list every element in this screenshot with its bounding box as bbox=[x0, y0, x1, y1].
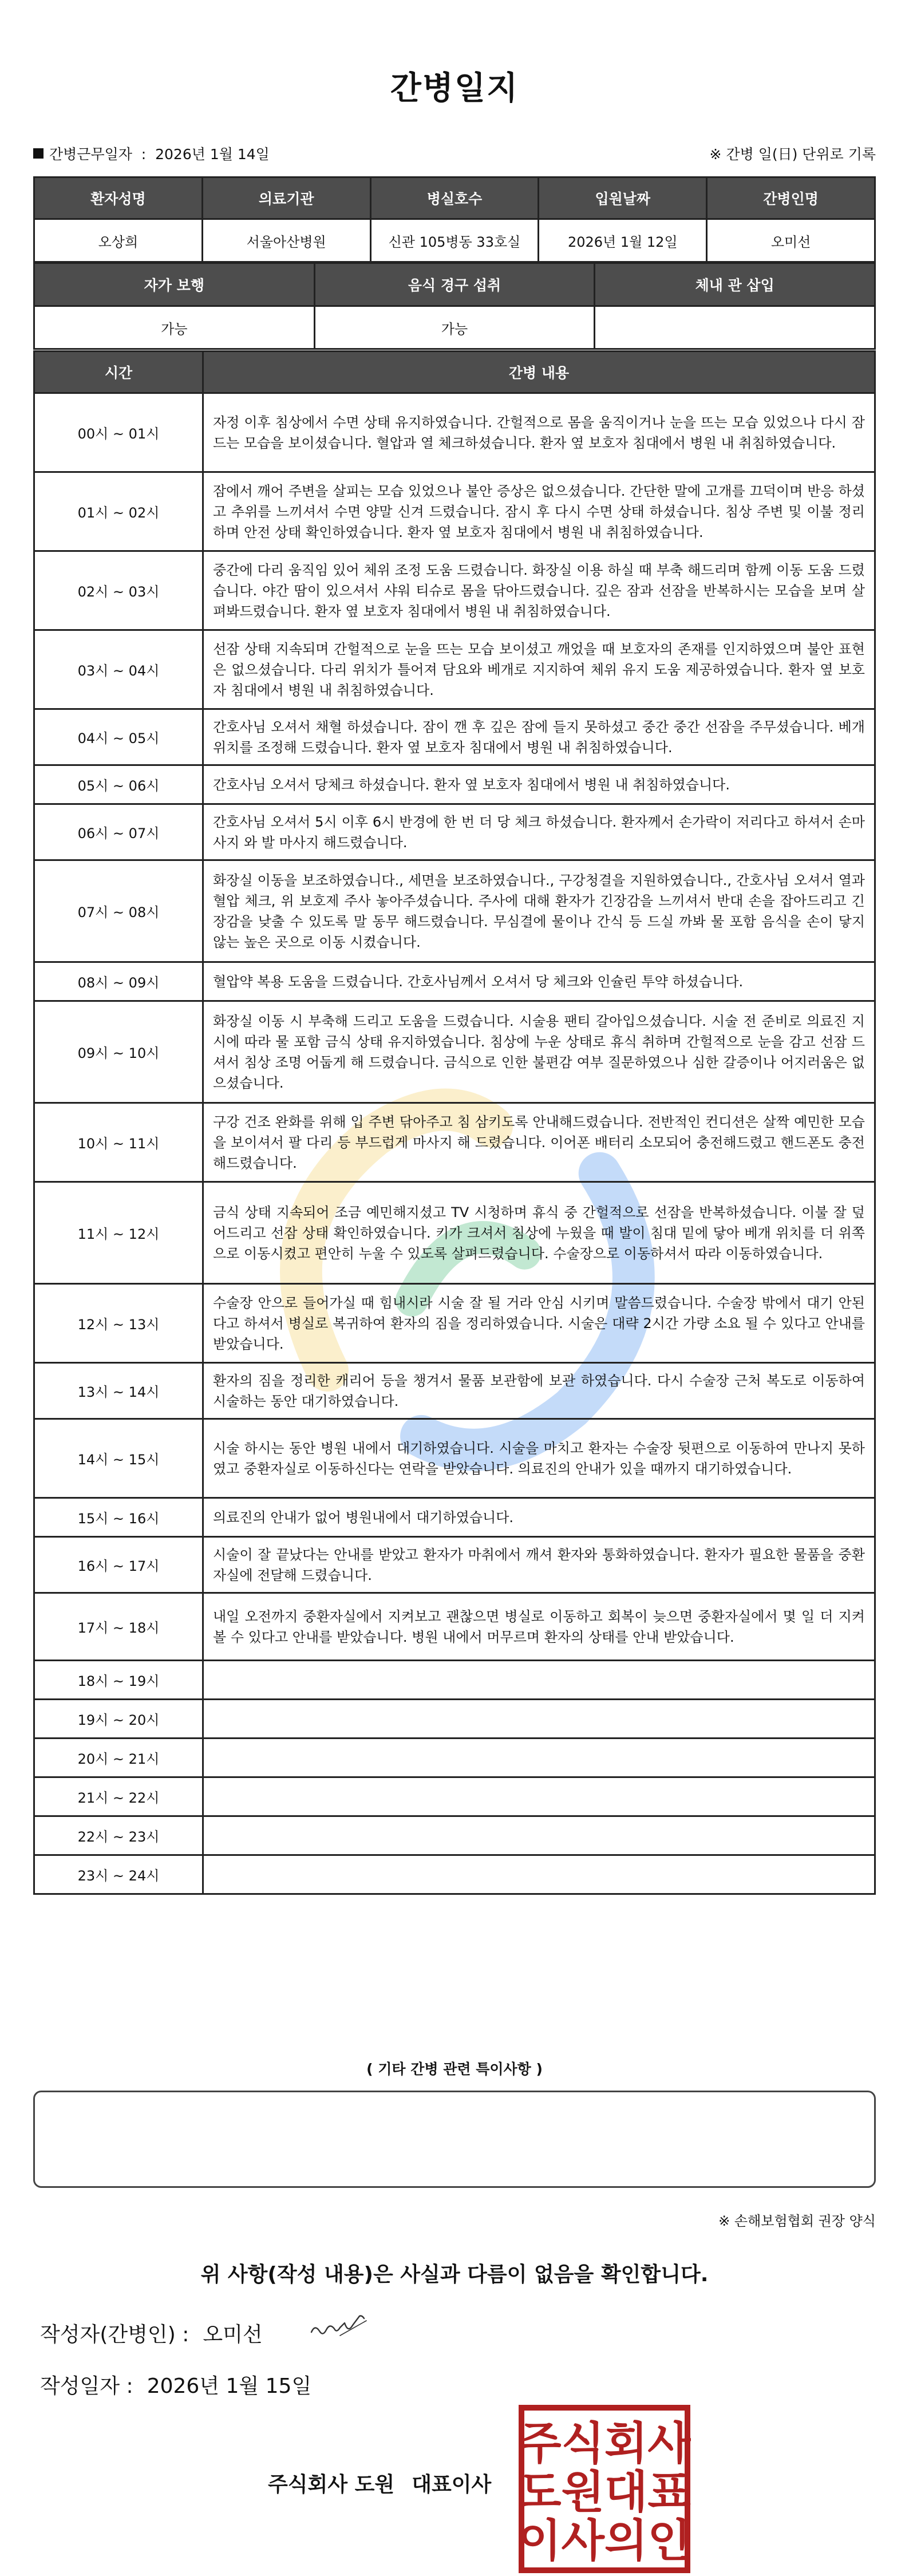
log-content-cell bbox=[203, 1661, 875, 1700]
log-content-cell bbox=[203, 1855, 875, 1894]
room-number: 신관 105병동 33호실 bbox=[370, 219, 539, 262]
log-content-cell: 간호사님 오셔서 5시 이후 6시 반경에 한 번 더 당 체크 하셨습니다. 환자께서 손가락이 저리다고 하셔서 손마사지 와 발 마사지 해드렸습니다. bbox=[203, 804, 875, 860]
log-row bbox=[34, 630, 875, 709]
log-row bbox=[34, 1777, 875, 1816]
log-time-cell: 04시 ~ 05시 bbox=[34, 709, 203, 765]
log-time-cell: 13시 ~ 14시 bbox=[34, 1363, 203, 1419]
log-time-cell: 08시 ~ 09시 bbox=[34, 962, 203, 1001]
log-content-cell: 중간에 다리 움직임 있어 체위 조정 도움 드렸습니다. 화장실 이용 하실 때 부축 해드리며 함께 이동 도움 드렸습니다. 야간 땀이 있으셔서 샤워 티슈로 몸을 닦아드렸습니다. 깊은 잠과 선잠을 반복하시는 모습을 보며 살펴봐드렸습니다. 환자 옆 보호자 침대에서 병원 내 취침하였습니다. bbox=[203, 551, 875, 630]
log-content-cell: 혈압약 복용 도움을 드렸습니다. 간호사님께서 오셔서 당 체크와 인슐린 투약 하셨습니다. bbox=[203, 962, 875, 1001]
log-row bbox=[34, 1700, 875, 1739]
company-role: 대표이사 bbox=[412, 2473, 492, 2496]
header-caregiver: 간병인명 bbox=[707, 177, 875, 219]
svg-text:주식회사: 주식회사 bbox=[518, 2417, 691, 2470]
log-time-cell: 03시 ~ 04시 bbox=[34, 630, 203, 709]
svg-text:도원대표: 도원대표 bbox=[518, 2466, 691, 2518]
log-time-cell: 00시 ~ 01시 bbox=[34, 393, 203, 472]
oral-intake-value: 가능 bbox=[314, 306, 595, 349]
log-time-cell: 17시 ~ 18시 bbox=[34, 1593, 203, 1661]
log-row bbox=[34, 962, 875, 1001]
log-time-cell: 23시 ~ 24시 bbox=[34, 1855, 203, 1894]
log-time-cell: 18시 ~ 19시 bbox=[34, 1661, 203, 1700]
log-row bbox=[34, 1537, 875, 1593]
patient-name: 오상희 bbox=[34, 219, 203, 262]
log-content-cell: 구강 건조 완화를 위해 입 주변 닦아주고 침 삼키도록 안내해드렸습니다. 전반적인 컨디션은 살짝 예민한 모습을 보이셔서 팔 다리 등 부드럽게 마사지 해 드렸습니다. 이어폰 배터리 소모되어 충전해드렸고 핸드폰도 충전해드렸습니다. bbox=[203, 1103, 875, 1182]
author-line bbox=[40, 2318, 263, 2348]
hospital-name: 서울아산병원 bbox=[202, 219, 370, 262]
log-time-cell: 05시 ~ 06시 bbox=[34, 765, 203, 804]
log-row bbox=[34, 1855, 875, 1894]
log-content-cell: 선잠 상태 지속되며 간헐적으로 눈을 뜨는 모습 보이셨고 깨었을 때 보호자의 존재를 인지하였으며 불안 표현은 없으셨습니다. 다리 위치가 틀어져 담요와 베개로 지지하여 체위 유지 도움 제공하였습니다. 환자 옆 보호자 침대에서 병원 내 취침하였습니다. bbox=[203, 630, 875, 709]
write-date-line bbox=[40, 2370, 311, 2399]
log-content-cell: 화장실 이동 시 부축해 드리고 도움을 드렸습니다. 시술용 팬티 갈아입으셨습니다. 시술 전 준비로 의료진 지시에 따라 물 포함 금식 상태 유지하였습니다. 침상에 누운 상태로 휴식 취하며 간헐적으로 눈을 감고 선잠 드셔서 침상 조명 어둡게 해 드렸습니다. 금식으로 인한 불편감 여부 질문하였으나 심한 갈증이나 어지러움은 없으셨습니다. bbox=[203, 1001, 875, 1103]
log-content-cell bbox=[203, 1700, 875, 1739]
patient-status-table bbox=[33, 262, 876, 350]
record-unit-note: ※ 간병 일(日) 단위로 기록 bbox=[709, 146, 876, 163]
status-value-row bbox=[34, 306, 875, 349]
log-time-cell: 20시 ~ 21시 bbox=[34, 1739, 203, 1777]
company-seal-stamp bbox=[518, 2404, 691, 2574]
header-patient-name: 환자성명 bbox=[34, 177, 203, 219]
source-note: ※ 손해보험협회 권장 양식 bbox=[718, 2213, 876, 2229]
header-admission-date: 입원날짜 bbox=[539, 177, 707, 219]
log-row bbox=[34, 472, 875, 551]
log-row bbox=[34, 1593, 875, 1661]
header-time: 시간 bbox=[34, 351, 203, 393]
square-bullet-icon bbox=[33, 148, 44, 159]
company-name: 주식회사 도원 bbox=[268, 2473, 395, 2496]
log-row bbox=[34, 393, 875, 472]
status-header-row bbox=[34, 263, 875, 306]
header-room: 병실호수 bbox=[370, 177, 539, 219]
tube-insertion-value bbox=[595, 306, 875, 349]
log-row bbox=[34, 1001, 875, 1103]
log-row bbox=[34, 1739, 875, 1777]
log-row bbox=[34, 860, 875, 962]
log-content-cell bbox=[203, 1816, 875, 1855]
log-content-cell: 화장실 이동을 보조하였습니다., 세면을 보조하였습니다., 구강청결을 지원하였습니다., 간호사님 오셔서 열과 혈압 체크, 위 보호제 주사 놓아주셨습니다. 주사에 대해 환자가 긴장감을 느끼셔서 반대 손을 잡아드리고 긴장감을 낮출 수 있도록 말 동무 해드렸습니다. 무심결에 물이나 간식 등 드실 까봐 물 포함 음식을 손이 닿지 않는 높은 곳으로 이동 시켰습니다. bbox=[203, 860, 875, 962]
author-name: 오미선 bbox=[203, 2323, 263, 2346]
log-time-cell: 11시 ~ 12시 bbox=[34, 1182, 203, 1284]
header-hospital: 의료기관 bbox=[202, 177, 370, 219]
log-row bbox=[34, 1816, 875, 1855]
work-date-label: 간병근무일자 bbox=[49, 146, 132, 163]
log-content-cell: 잠에서 깨어 주변을 살피는 모습 있었으나 불안 증상은 없으셨습니다. 간단한 말에 고개를 끄덕이며 반응 하셨고 추위를 느끼셔서 수면 양말 신겨 드렸습니다. 잠시 후 다시 수면 상태 하셨습니다. 침상 주변 및 이불 정리하며 안전 상태 확인하였습니다. 환자 옆 보호자 침대에서 병원 내 취침하였습니다. bbox=[203, 472, 875, 551]
log-time-cell: 16시 ~ 17시 bbox=[34, 1537, 203, 1593]
log-row bbox=[34, 765, 875, 804]
header-tube-insertion: 체내 관 삽입 bbox=[595, 263, 875, 306]
caregiver-name: 오미선 bbox=[707, 219, 875, 262]
log-content-cell: 금식 상태 지속되어 조금 예민해지셨고 TV 시청하며 휴식 중 간헐적으로 선잠을 반복하셨습니다. 이불 잘 덮어드리고 선잠 상태 확인하였습니다. 키가 크셔서 침상에 누웠을 때 발이 침대 밑에 닿아 베개 위치를 더 위쪽으로 이동시켰고 편안히 누울 수 있도록 살펴드렸습니다. 수술장으로 이동하셔서 따라 이동하였습니다. bbox=[203, 1182, 875, 1284]
log-time-cell: 19시 ~ 20시 bbox=[34, 1700, 203, 1739]
log-row bbox=[34, 1419, 875, 1498]
log-row bbox=[34, 1661, 875, 1700]
write-date-label: 작성일자 : bbox=[40, 2374, 133, 2398]
header-care-content: 간병 내용 bbox=[203, 351, 875, 393]
admission-date: 2026년 1월 12일 bbox=[539, 219, 707, 262]
confirmation-statement: 위 사항(작성 내용)은 사실과 다름이 없음을 확인합니다. bbox=[200, 2263, 709, 2286]
log-content-cell: 환자의 짐을 정리한 캐리어 등을 챙겨서 물품 보관함에 보관 하였습니다. 다시 수술장 근처 복도로 이동하여 시술하는 동안 대기하였습니다. bbox=[203, 1363, 875, 1419]
log-header-row bbox=[34, 351, 875, 393]
log-content-cell: 간호사님 오셔서 채혈 하셨습니다. 잠이 깬 후 깊은 잠에 들지 못하셨고 중간 중간 선잠을 주무셨습니다. 베개 위치를 조정해 드렸습니다. 환자 옆 보호자 침대에서 병원 내 취침하였습니다. bbox=[203, 709, 875, 765]
log-row bbox=[34, 709, 875, 765]
log-row bbox=[34, 1284, 875, 1363]
work-date: 간병근무일자 : 2026년 1월 14일 bbox=[33, 143, 270, 164]
log-content-cell: 간호사님 오셔서 당체크 하셨습니다. 환자 옆 보호자 침대에서 병원 내 취침하였습니다. bbox=[203, 765, 875, 804]
log-time-cell: 22시 ~ 23시 bbox=[34, 1816, 203, 1855]
log-time-cell: 02시 ~ 03시 bbox=[34, 551, 203, 630]
log-content-cell bbox=[203, 1739, 875, 1777]
author-label: 작성자(간병인) : bbox=[40, 2323, 189, 2346]
log-time-cell: 21시 ~ 22시 bbox=[34, 1777, 203, 1816]
patient-header-row bbox=[34, 177, 875, 219]
log-time-cell: 06시 ~ 07시 bbox=[34, 804, 203, 860]
log-content-cell bbox=[203, 1777, 875, 1816]
company-signature bbox=[268, 2468, 508, 2498]
log-row bbox=[34, 1103, 875, 1182]
log-row bbox=[34, 1363, 875, 1419]
header-self-walking: 자가 보행 bbox=[34, 263, 315, 306]
svg-text:이사의인: 이사의인 bbox=[518, 2515, 691, 2567]
write-date-value: 2026년 1월 15일 bbox=[147, 2374, 312, 2398]
notes-title: ( 기타 간병 관련 특이사항 ) bbox=[366, 2061, 543, 2077]
log-time-cell: 07시 ~ 08시 bbox=[34, 860, 203, 962]
header-oral-intake: 음식 경구 섭취 bbox=[314, 263, 595, 306]
log-row bbox=[34, 1182, 875, 1284]
log-time-cell: 15시 ~ 16시 bbox=[34, 1498, 203, 1537]
handwritten-signature bbox=[307, 2308, 381, 2342]
log-row bbox=[34, 1498, 875, 1537]
log-row bbox=[34, 551, 875, 630]
care-log-table bbox=[33, 350, 876, 1895]
log-content-cell: 시술이 잘 끝났다는 안내를 받았고 환자가 마취에서 깨셔 환자와 통화하였습니다. 환자가 필요한 물품을 중환자실에 전달해 드렸습니다. bbox=[203, 1537, 875, 1593]
log-content-cell: 수술장 안으로 들어가실 때 힘내시라 시술 잘 될 거라 안심 시키며 말씀드렸습니다. 수술장 밖에서 대기 안된다고 하셔서 병실로 복귀하여 환자의 짐을 정리하였습니다. 시술은 대략 2시간 가량 소요 될 수 있다고 안내를 받았습니다. bbox=[203, 1284, 875, 1363]
log-time-cell: 09시 ~ 10시 bbox=[34, 1001, 203, 1103]
log-row bbox=[34, 804, 875, 860]
notes-box bbox=[33, 2091, 876, 2188]
work-date-value: 2026년 1월 14일 bbox=[155, 146, 270, 163]
page-title: 간병일지 bbox=[390, 70, 519, 107]
log-content-cell: 내일 오전까지 중환자실에서 지켜보고 괜찮으면 병실로 이동하고 회복이 늦으면 중환자실에서 몇 일 더 지켜볼 수 있다고 안내를 받았습니다. 병원 내에서 머무르며 환자의 상태를 안내 받았습니다. bbox=[203, 1593, 875, 1661]
patient-value-row bbox=[34, 219, 875, 262]
log-time-cell: 12시 ~ 13시 bbox=[34, 1284, 203, 1363]
log-time-cell: 10시 ~ 11시 bbox=[34, 1103, 203, 1182]
log-time-cell: 01시 ~ 02시 bbox=[34, 472, 203, 551]
log-time-cell: 14시 ~ 15시 bbox=[34, 1419, 203, 1498]
log-content-cell: 의료진의 안내가 없어 병원내에서 대기하였습니다. bbox=[203, 1498, 875, 1537]
patient-info-table bbox=[33, 176, 876, 263]
self-walking-value: 가능 bbox=[34, 306, 315, 349]
meta-row bbox=[33, 143, 876, 166]
log-content-cell: 시술 하시는 동안 병원 내에서 대기하였습니다. 시술을 마치고 환자는 수술장 뒷편으로 이동하여 만나지 못하였고 중환자실로 이동하신다는 연락을 받았습니다. 의료진의 안내가 있을 때까지 대기하였습니다. bbox=[203, 1419, 875, 1498]
log-content-cell: 자정 이후 침상에서 수면 상태 유지하였습니다. 간헐적으로 몸을 움직이거나 눈을 뜨는 모습 있었으나 다시 잠드는 모습을 보이셨습니다. 혈압과 열 체크하셨습니다. 환자 옆 보호자 침대에서 병원 내 취침하였습니다. bbox=[203, 393, 875, 472]
